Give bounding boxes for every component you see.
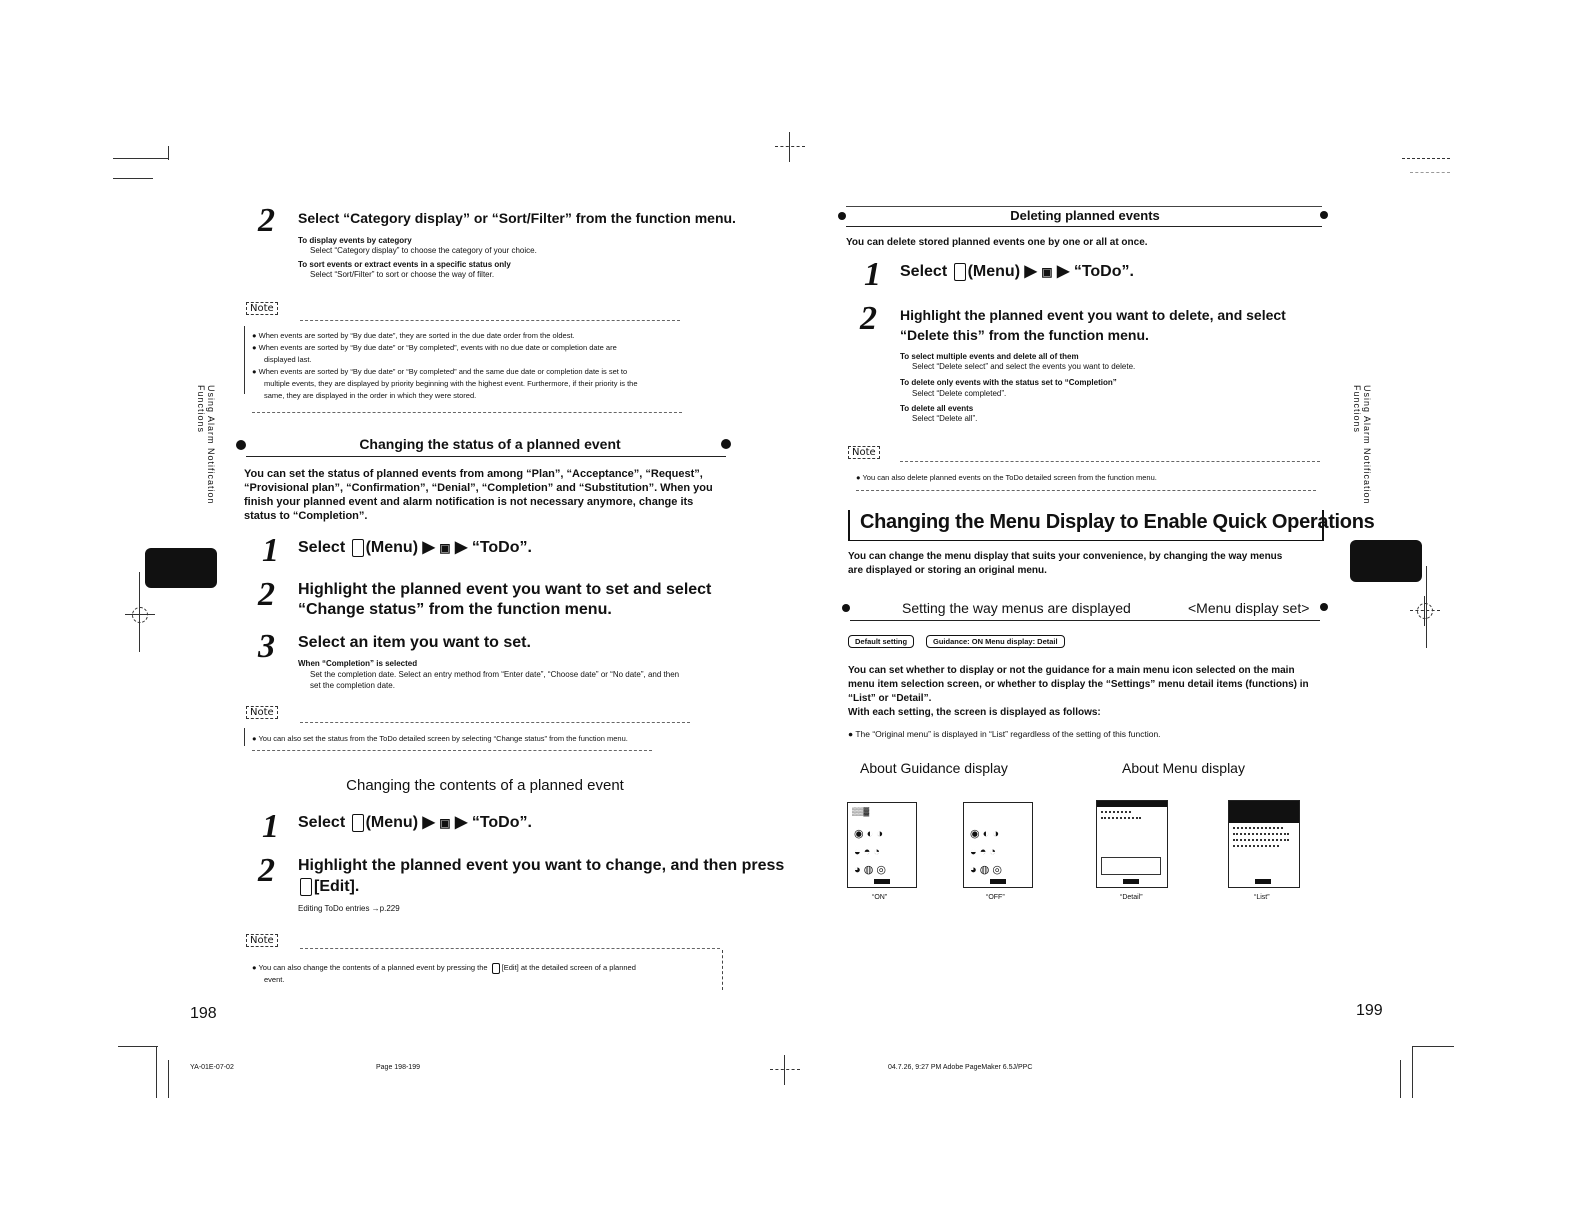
screen-caption: “List” [1254,894,1270,901]
sub-text: Select “Category display” to choose the category of your choice. [310,246,537,255]
section-intro: You can set the status of planned events from among “Plan”, “Acceptance”, “Request”, “Provisional plan”, “Confirmation”, “Denial”, “Completion” and “Substitution”. When you finish your planned event and alarm notification is not necessary anymore, change its status to “Completion”. [244,468,713,522]
registration-mark [775,132,805,162]
footer-pages: Page 198-199 [376,1064,420,1071]
section-rule [246,456,726,457]
crop-mark [1400,1060,1401,1098]
section-dot [236,440,246,450]
crop-mark [1426,566,1427,648]
crop-mark [156,1046,157,1098]
section-title: Changing the status of a planned event [359,436,621,452]
section-rule [846,226,1322,227]
soft-key-icon [300,878,312,896]
screen-menu-detail [1096,800,1168,888]
section-rule [850,620,1320,621]
sub-text: Select “Delete select” and select the events you want to delete. [912,362,1136,371]
sub-text: Select “Delete completed”. [912,389,1007,398]
step-number: 2 [258,852,275,889]
note-item: ● You can also delete planned events on the ToDo detailed screen from the function menu. [856,473,1157,482]
divider [300,722,690,723]
note-item: event. [264,975,285,984]
soft-key-icon [492,963,500,974]
step-title: Highlight the planned event you want to set and select “Change status” from the function menu. [298,581,712,618]
step-number: 1 [262,808,279,845]
section-title: Deleting planned events [1010,208,1160,223]
crop-mark [1412,1046,1454,1047]
section-title: Changing the contents of a planned event [346,777,624,794]
crop-mark [118,1046,158,1047]
screen-caption: “ON” [872,894,888,901]
footer-stamp: 04.7.26, 9:27 PM Adobe PageMaker 6.5J/PPC [888,1064,1033,1071]
menu-key-icon [352,814,364,832]
registration-mark [770,1055,800,1085]
step-title: Highlight the planned event you want to change, and then press [298,857,785,874]
step-title: Select (Menu) ▶ ▣ ▶ “ToDo”. [900,263,1134,280]
subheading: About Guidance display [860,760,1008,776]
section-dot [842,604,850,612]
side-label: Using Alarm Notification Functions [1352,385,1372,505]
default-setting-chip: Guidance: ON Menu display: Detail [926,635,1065,648]
note-item: ● When events are sorted by “By due date” or “By completed”, events with no due date or completion date are [252,343,617,352]
section-dot [838,212,846,220]
step-number: 2 [258,202,275,239]
sub-heading: When “Completion” is selected [298,659,418,668]
note-box [244,326,245,394]
registration-mark [1410,596,1440,626]
step-title: Highlight the planned event you want to delete, and select “Delete this” from the function menu. [900,307,1286,343]
crop-mark [168,146,169,160]
crop-mark [1412,1046,1413,1098]
step-number: 3 [258,628,275,665]
step-title: Select (Menu) ▶ ▣ ▶ “ToDo”. [298,814,532,831]
note-item: multiple events, they are displayed by priority beginning with the highest event. Furthermore, if their priority is the [264,379,638,388]
menu-key-icon [954,263,966,281]
chapter-title: Changing the Menu Display to Enable Quick Operations [860,511,1375,533]
sub-heading: To delete all events [900,404,974,413]
note-item: ● When events are sorted by “By due date”, they are sorted in the due date order from the oldest. [252,331,575,340]
note-tag: Note [246,934,278,947]
crop-mark [1410,172,1450,173]
default-setting-chip: Default setting [848,635,914,648]
divider [252,750,652,751]
divider [900,461,1320,462]
step-number: 2 [860,300,877,337]
note-box [244,728,245,746]
registration-mark [125,600,155,630]
sub-text: Set the completion date. Select an entry method from “Enter date”, “Choose date” or “No date”, and then [310,670,680,679]
section-dot [1320,211,1328,219]
step-title: Select an item you want to set. [298,634,531,651]
screen-guidance-on: ▒▒▓ ◉ ◐ ◑ ◒ ◓ ◔ ◕ ◍ ◎ [847,802,917,888]
screen-caption: “Detail” [1120,894,1143,901]
chapter-intro: You can change the menu display that suits your convenience, by changing the way menus are displayed or storing an original menu. [848,551,1283,576]
section-dot [721,439,731,449]
screen-guidance-off: ◉ ◐ ◑ ◒ ◓ ◔ ◕ ◍ ◎ [963,802,1033,888]
step-title: [Edit]. [298,877,359,897]
bullet-item: ● The “Original menu” is displayed in “List” regardless of the setting of this function. [848,729,1161,739]
todo-icon: ▣ [439,816,451,830]
section-rule-top [846,206,1322,207]
divider [300,948,720,949]
section-intro: You can delete stored planned events one by one or all at once. [846,237,1148,248]
todo-icon: ▣ [1041,265,1053,279]
sub-heading: To sort events or extract events in a specific status only [298,260,511,269]
page-reference: Editing ToDo entries →p.229 [298,904,400,913]
note-box-right [722,950,723,990]
crop-mark [168,1060,169,1098]
section-tab [145,548,217,588]
sub-text: set the completion date. [310,681,395,690]
step-number: 1 [262,532,279,569]
section-tab [1350,540,1422,582]
note-tag: Note [848,446,880,459]
subheading: About Menu display [1122,760,1245,776]
note-item: ● You can also set the status from the ToDo detailed screen by selecting “Change status” from the function menu. [252,734,628,743]
section-text: You can set whether to display or not the guidance for a main menu icon selected on the main menu item selection screen, or whether to display the “Settings” menu detail items (functions) in “List” or “Detail”. With each setting, the screen is displayed as follows: [848,665,1309,718]
crop-mark [1402,158,1450,159]
note-tag: Note [246,706,278,719]
step-number: 2 [258,576,275,613]
section-tag: <Menu display set> [1188,600,1310,616]
sub-heading: To display events by category [298,236,412,245]
sub-heading: To delete only events with the status set to “Completion” [900,378,1117,387]
note-item: same, they are displayed in the order in which they were stored. [264,391,477,400]
sub-text: Select “Sort/Filter” to sort or choose the way of filter. [310,270,495,279]
page-number: 198 [190,1005,217,1022]
note-item: displayed last. [264,355,312,364]
side-label: Using Alarm Notification Functions [196,385,216,505]
crop-mark [113,158,168,159]
step-title: Select “Category display” or “Sort/Filter” from the function menu. [298,210,736,226]
crop-mark [113,178,153,179]
note-tag: Note [246,302,278,315]
note-item: ● You can also change the contents of a planned event by pressing the [Edit] at the detailed screen of a planned [252,963,636,972]
screen-caption: “OFF” [986,894,1005,901]
step-title: Select (Menu) ▶ ▣ ▶ “ToDo”. [298,539,532,556]
menu-key-icon [352,539,364,557]
sub-heading: To select multiple events and delete all of them [900,352,1079,361]
step-number: 1 [864,256,881,293]
section-dot [1320,603,1328,611]
divider [300,320,680,321]
sub-text: Select “Delete all”. [912,414,978,423]
divider [252,412,682,413]
divider [856,490,1316,491]
section-title: Setting the way menus are displayed [902,600,1131,616]
screen-menu-list [1228,800,1300,888]
todo-icon: ▣ [439,541,451,555]
note-item: ● When events are sorted by “By due date” or “By completed” and the same due date or completion date is set to [252,367,628,376]
crop-mark [139,572,140,652]
page-number: 199 [1356,1002,1383,1019]
footer-code: YA-01E-07-02 [190,1064,234,1071]
